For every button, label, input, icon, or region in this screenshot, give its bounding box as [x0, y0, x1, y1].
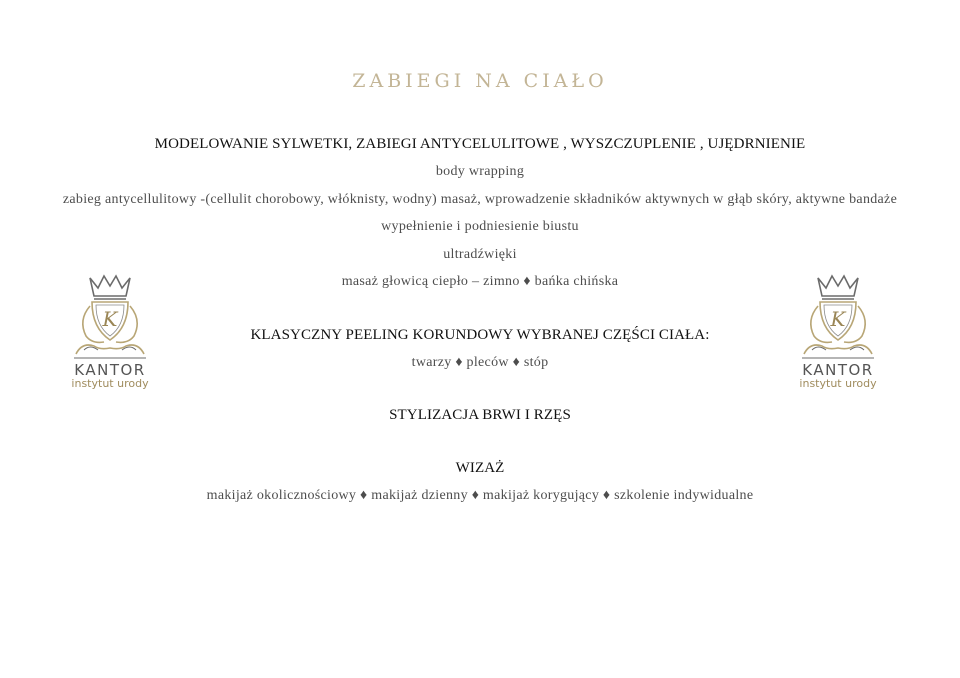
section-heading-stylizacja: STYLIZACJA BRWI I RZĘS	[389, 407, 571, 423]
crown-crest-icon	[68, 270, 152, 360]
page-title: ZABIEGI NA CIAŁO	[352, 70, 608, 92]
service-item: masaż głowicą ciepło – zimno ♦ bańka chińska	[341, 274, 619, 289]
kantor-logo-left	[68, 270, 152, 390]
logo-subtitle: instytut urody	[71, 377, 149, 390]
service-item: makijaż okolicznościowy ♦ makijaż dzienny ♦ makijaż korygujący ♦ szkolenie indywidualne	[206, 488, 754, 503]
section-heading-peeling: KLASYCZNY PEELING KORUNDOWY WYBRANEJ CZĘŚCI CIAŁA:	[250, 326, 710, 343]
logo-subtitle: instytut urody	[799, 377, 877, 390]
service-item: ultradźwięki	[443, 246, 517, 262]
svg-text:K: K	[830, 307, 846, 331]
service-item: zabieg antycellulitowy -(cellulit chorobowy, włóknisty, wodny) masaż, wprowadzenie składników aktywnych w głąb skóry, aktywne bandaże	[62, 191, 898, 207]
service-item: twarzy ♦ pleców ♦ stóp	[411, 354, 549, 370]
kantor-logo-right	[796, 270, 880, 390]
logo-brand: KANTOR	[802, 361, 874, 379]
section-heading-wizaz: WIZAŻ	[455, 460, 505, 476]
service-item: body wrapping	[435, 164, 525, 179]
section-heading-modelowanie: MODELOWANIE SYLWETKI, ZABIEGI ANTYCELULITOWE , WYSZCZUPLENIE , UJĘDRNIENIE	[154, 136, 806, 152]
logo-brand: KANTOR	[74, 361, 146, 379]
service-item: wypełnienie i podniesienie biustu	[381, 219, 579, 234]
svg-text:K: K	[102, 307, 118, 331]
crown-crest-icon	[796, 270, 880, 360]
